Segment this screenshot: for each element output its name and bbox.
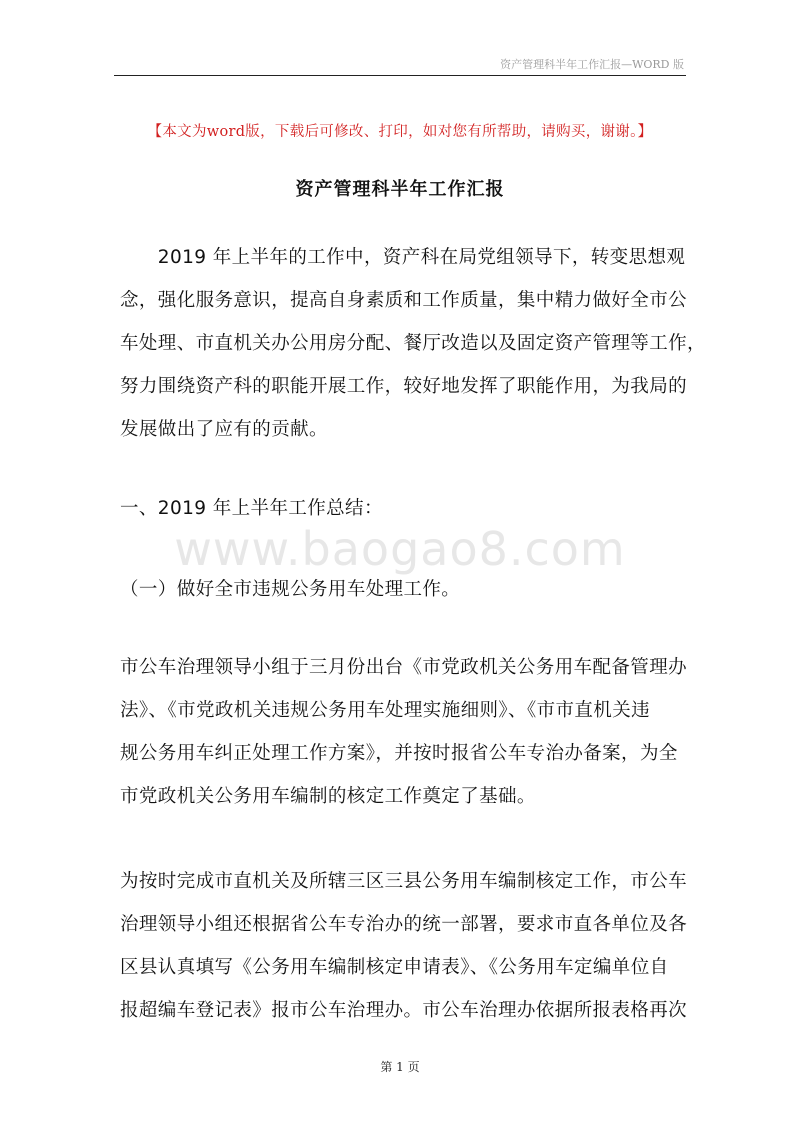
paragraph-line: 市党政机关公务用车编制的核定工作奠定了基础。	[120, 786, 536, 807]
paragraph-line: 发展做出了应有的贡献。	[120, 419, 328, 440]
paragraph-line: 法》、《市党政机关违规公务用车处理实施细则》、《市市直机关违	[120, 700, 651, 721]
purchase-notice: 【本文为word版，下载后可修改、打印，如对您有所帮助，请购买，谢谢。】	[147, 124, 653, 140]
paragraph-line: 区县认真填写《公务用车编制核定申请表》、《公务用车定编单位自	[120, 957, 669, 978]
watermark-text: www.baogao8.com	[174, 522, 626, 576]
intro-paragraph	[120, 236, 706, 451]
paragraph-line: 念，强化服务意识，提高自身素质和工作质量，集中精力做好全市公	[120, 290, 688, 311]
paragraph-line: 规公务用车纠正处理工作方案》，并按时报省公车专治办备案，为全	[120, 743, 678, 764]
paragraph-line: 2019 年上半年的工作中，资产科在局党组领导下，转变思想观	[120, 247, 686, 268]
page-header-text: 资产管理科半年工作汇报—WORD 版	[500, 58, 684, 71]
header-divider	[114, 75, 686, 76]
paragraph-line: 车处理、市直机关办公用房分配、餐厅改造以及固定资产管理等工作，	[120, 333, 706, 354]
paragraph-line: 为按时完成市直机关及所辖三区三县公务用车编制核定工作，市公车	[120, 871, 688, 892]
subsection-heading-1: （一）做好全市违规公务用车处理工作。	[120, 579, 461, 600]
body-paragraph-3	[120, 860, 688, 1032]
paragraph-line: 市公车治理领导小组于三月份出台《市党政机关公务用车配备管理办	[120, 657, 688, 678]
page-number: 第 1 页	[380, 1060, 420, 1074]
paragraph-line: 努力围绕资产科的职能开展工作，较好地发挥了职能作用，为我局的	[120, 376, 688, 397]
paragraph-line: 治理领导小组还根据省公车专治办的统一部署，要求市直各单位及各	[120, 914, 688, 935]
body-paragraph-2	[120, 646, 688, 818]
section-heading-1: 一、2019 年上半年工作总结：	[120, 498, 383, 519]
document-title: 资产管理科半年工作汇报	[295, 179, 505, 200]
paragraph-line: 报超编车登记表》报市公车治理办。市公车治理办依据所报表格再次	[120, 1000, 688, 1021]
